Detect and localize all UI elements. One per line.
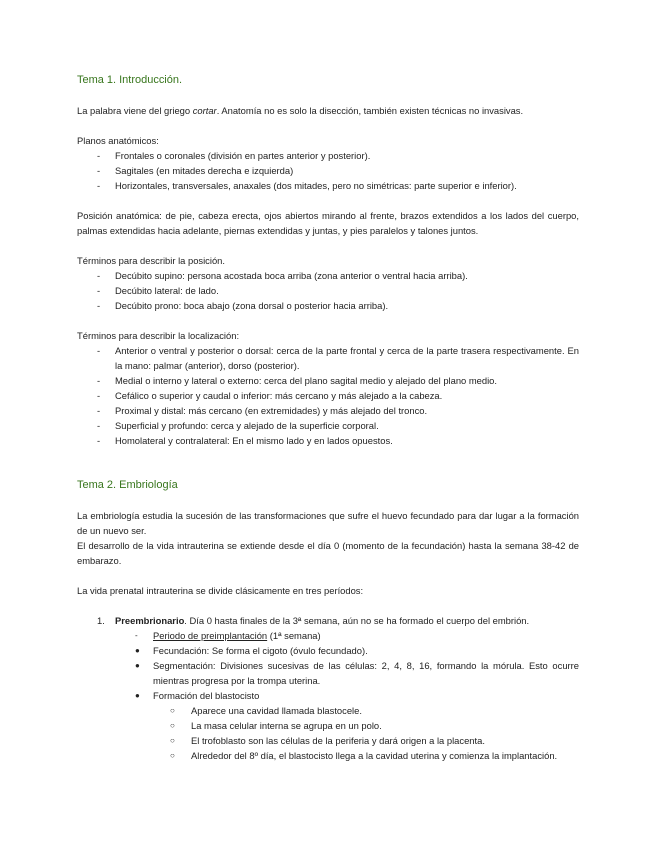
sub-item-fecundacion	[115, 643, 579, 658]
terminos-posicion-heading: Términos para describir la posición.	[77, 255, 225, 266]
terminos-localizacion-heading: Términos para describir la localización:	[77, 330, 240, 341]
posicion-anatomica: Posición anatómica: de pie, cabeza erecta, ojos abiertos mirando al frente, brazos extendidos a los lados del cuerpo, palmas extendidas hacia adelante, piernas extendidas y juntas, y pies paralelos y talones juntos.	[77, 210, 579, 236]
list-item: - Frontales o coronales (división en partes anterior y posterior).	[77, 148, 579, 163]
periodo-sub-list	[115, 628, 579, 763]
planos-heading: Planos anatómicos:	[77, 135, 159, 146]
bullet-icon: ●	[135, 646, 140, 655]
list-item: - Medial o interno y lateral o externo: cerca del plano sagital medio y alejado del plano medio.	[77, 373, 579, 388]
list-item-text: Aparece una cavidad llamada blastocele.	[191, 705, 362, 716]
list-item: - Homolateral y contralateral: En el mismo lado y en lados opuestos.	[77, 433, 579, 448]
list-item	[153, 718, 579, 733]
dash-marker-icon: -	[135, 631, 138, 640]
planos-list	[77, 148, 579, 193]
list-number: 1.	[97, 615, 105, 626]
tema1-title: Tema 1. Introducción.	[77, 74, 183, 86]
blastocisto-list	[153, 703, 579, 763]
terminos-localizacion-list	[77, 343, 579, 448]
circle-bullet-icon: ○	[170, 706, 175, 715]
preimplantacion-rest: (1ª semana)	[267, 630, 321, 641]
sub-item-preimplantacion	[115, 628, 579, 643]
list-item: - Horizontales, transversales, anaxales (dos mitades, pero no simétricas: parte superior e inferior).	[77, 178, 579, 193]
intro-text-pre: La palabra viene del griego	[77, 105, 193, 116]
periodos-list	[77, 613, 579, 763]
blastocisto-text: Formación del blastocisto	[153, 690, 260, 701]
preimplantacion-label: Periodo de preimplantación	[153, 630, 268, 641]
list-item-text: Alrededor del 8º día, el blastocisto llega a la cavidad uterina y comienza la implantación.	[191, 750, 558, 761]
list-item	[153, 748, 579, 763]
circle-bullet-icon: ○	[170, 721, 175, 730]
list-item: - Decúbito prono: boca abajo (zona dorsal o posterior hacia arriba).	[77, 298, 579, 313]
periodo-title: Preembrionario	[115, 615, 185, 626]
list-item-text: La masa celular interna se agrupa en un polo.	[191, 720, 382, 731]
list-item: - Anterior o ventral y posterior o dorsal: cerca de la parte frontal y cerca de la parte trasera respectivamente. En la mano: palmar (anterior), dorso (posterior).	[77, 343, 579, 373]
list-item: - Decúbito lateral: de lado.	[77, 283, 579, 298]
bullet-icon: ●	[135, 691, 140, 700]
tema2-paragraph-1: La embriología estudia la sucesión de las transformaciones que sufre el huevo fecundado para dar lugar a la formación de un nuevo ser.	[77, 510, 579, 536]
list-item	[153, 733, 579, 748]
periodo-description: . Día 0 hasta finales de la 3ª semana, aún no se ha formado el cuerpo del embrión.	[184, 615, 530, 626]
bullet-icon: ●	[135, 661, 140, 670]
circle-bullet-icon: ○	[170, 751, 175, 760]
list-item: - Proximal y distal: más cercano (en extremidades) y más alejado del tronco.	[77, 403, 579, 418]
list-item-text: El trofoblasto son las células de la periferia y dará origen a la placenta.	[191, 735, 485, 746]
list-item: - Decúbito supino: persona acostada boca arriba (zona anterior o ventral hacia arriba).	[77, 268, 579, 283]
tema2-title: Tema 2. Embriología	[77, 479, 178, 491]
list-item: - Cefálico o superior y caudal o inferior: más cercano y más alejado a la cabeza.	[77, 388, 579, 403]
tema2-paragraph-2: El desarrollo de la vida intrauterina se extiende desde el día 0 (momento de la fecundación) hasta la semana 38-42 de embarazo.	[77, 540, 579, 566]
tema2-paragraph-3: La vida prenatal intrauterina se divide clásicamente en tres períodos:	[77, 585, 364, 596]
tema1-intro	[77, 103, 579, 118]
terminos-posicion-list	[77, 268, 579, 313]
segmentacion-text: Segmentación: Divisiones sucesivas de las células: 2, 4, 8, 16, formando la mórula. Esto ocurre mientras progresa por la trompa uterina.	[153, 660, 579, 686]
sub-item-blastocisto	[115, 688, 579, 763]
circle-bullet-icon: ○	[170, 736, 175, 745]
sub-item-segmentacion	[115, 658, 579, 688]
document-page	[77, 73, 579, 763]
periodo-item	[77, 613, 579, 763]
list-item: - Superficial y profundo: cerca y alejado de la superficie corporal.	[77, 418, 579, 433]
intro-text-italic: cortar	[192, 105, 217, 116]
intro-text-post: . Anatomía no es solo la disección, también existen técnicas no invasivas.	[216, 105, 524, 116]
fecundacion-text: Fecundación: Se forma el cigoto (óvulo fecundado).	[153, 645, 368, 656]
list-item: - Sagitales (en mitades derecha e izquierda)	[77, 163, 579, 178]
list-item	[153, 703, 579, 718]
